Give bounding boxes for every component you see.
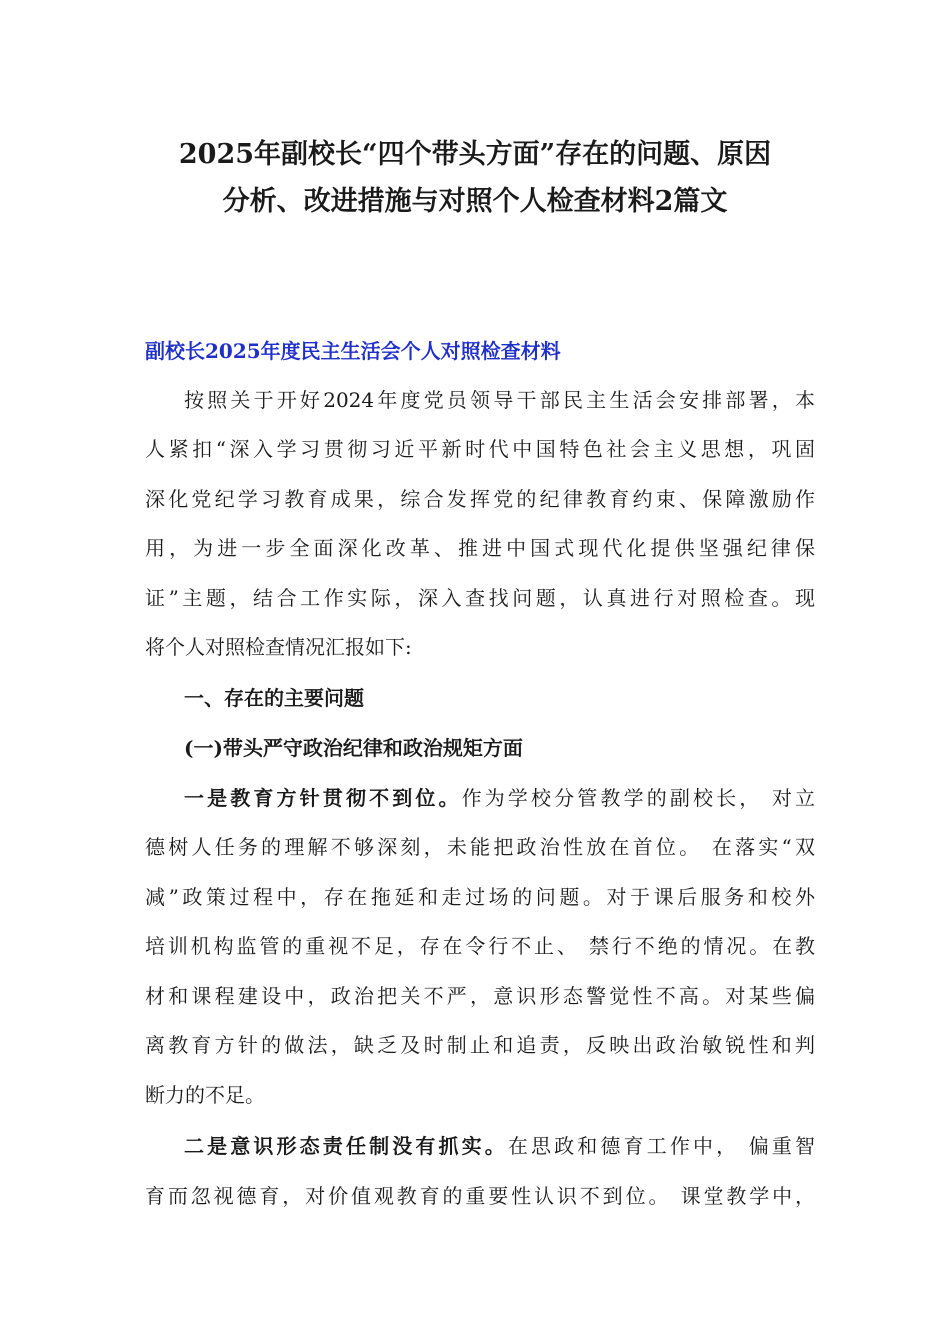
point1-line-7: 断力的不足。	[145, 1083, 265, 1107]
intro-line-5: 证”主题，结合工作实际，深入查找问题，认真进行对照检查。现	[145, 586, 815, 610]
point1-line-2: 德树人任务的理解不够深刻，未能把政治性放在首位。 在落实“双	[145, 835, 815, 859]
subsection-heading-political-discipline: (一)带头严守政治纪律和政治规矩方面	[184, 736, 523, 760]
point1-line-4: 培训机构监管的重视不足，存在令行不止、 禁行不绝的情况。在教	[145, 934, 815, 958]
point1-lead: 一是教育方针贯彻不到位。	[184, 786, 462, 810]
intro-line-4: 用，为进一步全面深化改革、推进中国式现代化提供坚强纪律保	[145, 536, 815, 560]
point2-lead: 二是意识形态责任制没有抓实。	[184, 1134, 508, 1158]
point1-line-3: 减”政策过程中，存在拖延和走过场的问题。对于课后服务和校外	[145, 885, 815, 909]
intro-line-3: 深化党纪学习教育成果，综合发挥党的纪律教育约束、保障激励作	[145, 487, 815, 511]
intro-line-1: 按照关于开好2024年度党员领导干部民主生活会安排部署，本	[184, 388, 815, 412]
point1-line-6: 离教育方针的做法，缺乏及时制止和追责，反映出政治敏锐性和判	[145, 1033, 815, 1057]
point2-line-2: 育而忽视德育，对价值观教育的重要性认识不到位。 课堂教学中，	[145, 1184, 815, 1208]
point1-line-5: 材和课程建设中，政治把关不严，意识形态警觉性不高。对某些偏	[145, 984, 815, 1008]
intro-line-6: 将个人对照检查情况汇报如下:	[145, 635, 412, 659]
point2-line-1-rest: 在思政和德育工作中， 偏重智	[507, 1134, 816, 1158]
point1-line-1-rest: 作为学校分管教学的副校长， 对立	[461, 786, 816, 810]
intro-line-2: 人紧扣“深入学习贯彻习近平新时代中国特色社会主义思想，巩固	[145, 437, 815, 461]
point2-line-1	[184, 1131, 815, 1161]
point1-line-1	[184, 783, 815, 813]
document-title-line-2: 分析、改进措施与对照个人检查材料2篇文	[222, 186, 728, 217]
section-heading-problems: 一、存在的主要问题	[184, 686, 364, 710]
section-subtitle: 副校长2025年度民主生活会个人对照检查材料	[145, 339, 561, 363]
document-title-line-1: 2025年副校长“四个带头方面”存在的问题、原因	[178, 139, 772, 170]
